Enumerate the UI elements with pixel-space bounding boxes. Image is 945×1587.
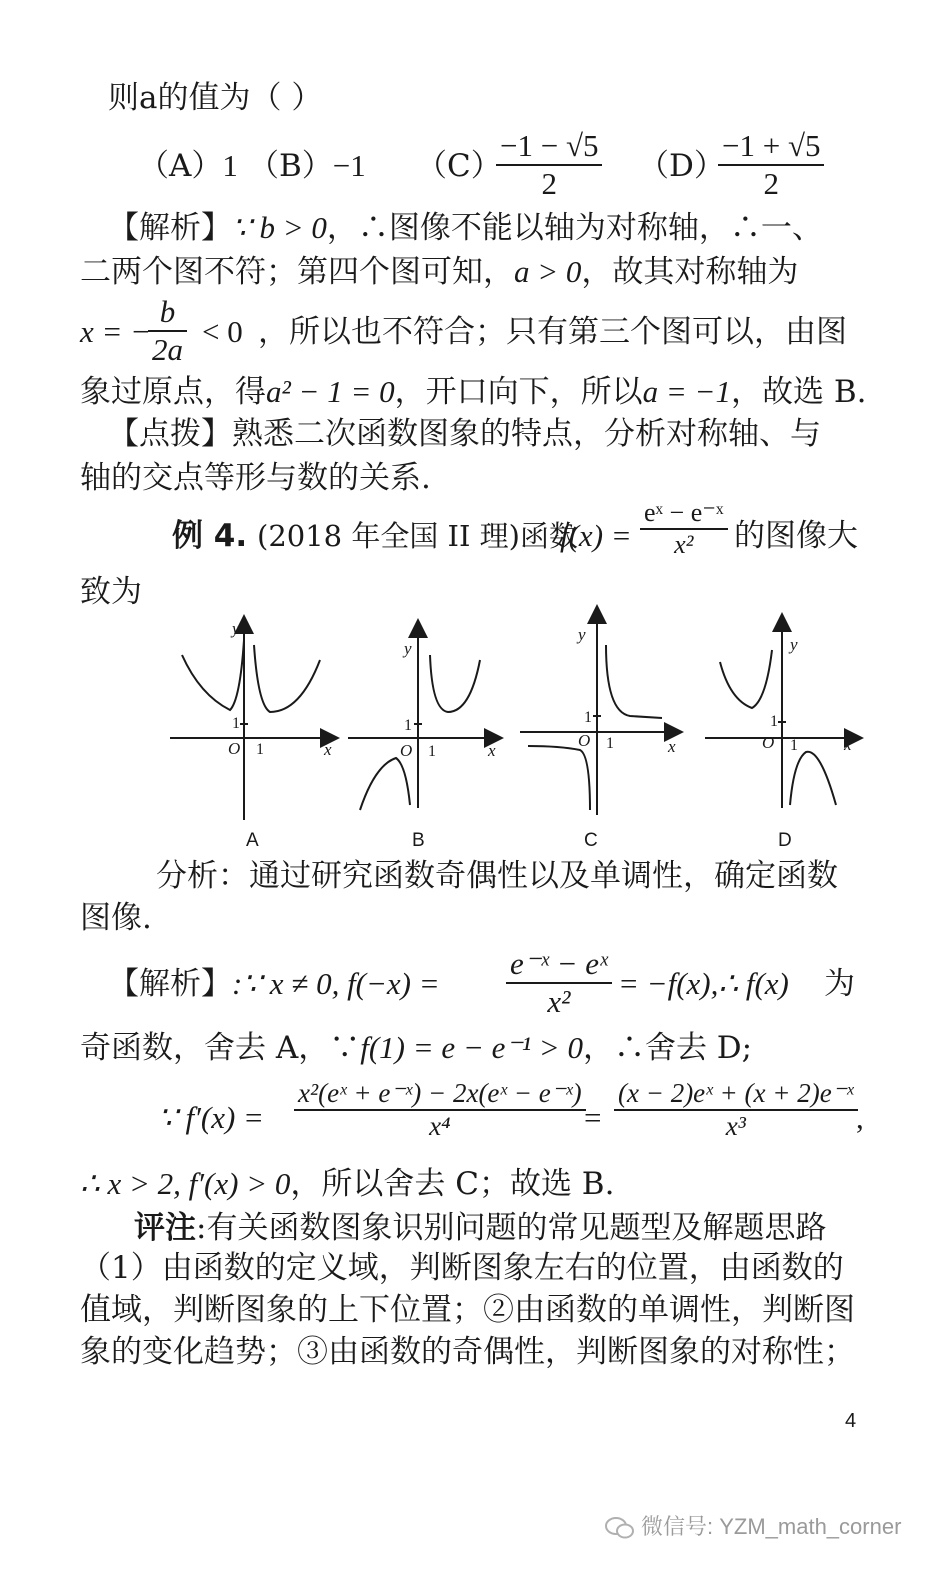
solution1-line3 bbox=[80, 294, 870, 367]
axis-formula-relation: < 0 bbox=[202, 314, 243, 349]
graph-d-caption: D bbox=[778, 830, 792, 851]
derivative-numerator2: (x − 2)eˣ + (x + 2)e⁻ˣ bbox=[614, 1078, 858, 1111]
graph-c-caption: C bbox=[584, 830, 598, 851]
option-a-value: 1 bbox=[222, 148, 238, 183]
origin-equation: a² − 1 = 0 bbox=[266, 374, 395, 409]
solution2-odd-numerator: e⁻ˣ − eˣ bbox=[506, 946, 612, 984]
option-c-label: （C） bbox=[416, 148, 502, 184]
options-row bbox=[138, 128, 928, 206]
axis-formula-numerator: b bbox=[148, 294, 187, 332]
derivative-fraction2 bbox=[614, 1078, 858, 1142]
solution1-condition: ∵ b > 0 bbox=[232, 210, 327, 245]
graph-a-right-branch bbox=[254, 645, 320, 712]
graph-d-origin: O bbox=[762, 733, 775, 752]
option-c-numerator: −1 − √5 bbox=[496, 128, 602, 166]
analysis-line2: 图像. bbox=[80, 900, 152, 936]
solution1-text4a: 象过原点，得 bbox=[80, 374, 266, 410]
graph-c-tick-y: 1 bbox=[584, 709, 592, 726]
graph-d-x-label: x bbox=[844, 735, 852, 754]
graph-b-left-branch bbox=[360, 758, 410, 810]
axis-formula-prefix: x = − bbox=[80, 314, 152, 349]
solution2-text4: ，所以舍去 C；故选 B. bbox=[290, 1166, 615, 1202]
solution1-line1 bbox=[108, 208, 898, 248]
solution2-tag: 【解析】 bbox=[108, 966, 232, 1002]
graph-c-tick-x: 1 bbox=[606, 735, 614, 752]
graph-a-left-branch bbox=[182, 640, 244, 710]
wechat-watermark bbox=[605, 1510, 901, 1541]
example4-numerator: eˣ − e⁻ˣ bbox=[640, 498, 728, 530]
example4-line2: 致为 bbox=[80, 574, 142, 610]
solution2-line4 bbox=[80, 1164, 870, 1204]
derivative-denominator2: x³ bbox=[725, 1111, 746, 1142]
hint-tag: 【点拨】 bbox=[108, 416, 232, 452]
graph-b bbox=[348, 622, 500, 810]
derivative-fraction1 bbox=[294, 1078, 586, 1142]
graph-d-tick-y: 1 bbox=[770, 713, 778, 730]
graph-b-right-branch bbox=[430, 655, 480, 712]
solution2-odd-rhs: = −f(x),∴ f(x) bbox=[618, 966, 789, 1001]
comment-line1 bbox=[134, 1208, 924, 1248]
graph-c-origin: O bbox=[578, 731, 591, 750]
graph-a-x-label: x bbox=[324, 740, 332, 759]
graph-d-left-branch bbox=[720, 650, 772, 708]
solution1-cond2: a > 0 bbox=[514, 254, 582, 289]
hint-text1: 熟悉二次函数图象的特点，分析对称轴、与 bbox=[232, 416, 821, 452]
graph-c-y-label: y bbox=[578, 625, 586, 644]
example4-label: 例 4. bbox=[172, 518, 248, 554]
solution1-text1: ，∴图像不能以轴为对称轴，∴一、 bbox=[326, 210, 823, 246]
graph-c-left-branch bbox=[528, 746, 590, 810]
solution1-line4 bbox=[80, 372, 870, 412]
axis-formula-fraction bbox=[148, 294, 187, 367]
derivative-equals: = bbox=[584, 1100, 602, 1135]
solution1-text2: 二两个图不符；第四个图可知， bbox=[80, 254, 514, 290]
graph-b-tick-y: 1 bbox=[404, 717, 412, 734]
option-c-denominator: 2 bbox=[541, 165, 557, 201]
option-b-value: −1 bbox=[332, 148, 366, 183]
solution2-odd-fraction bbox=[506, 946, 612, 1019]
graph-a-tick-x: 1 bbox=[256, 741, 264, 758]
solution1-text2-tail: ，故其对称轴为 bbox=[581, 254, 799, 290]
wechat-icon bbox=[605, 1516, 635, 1540]
example4-function: f(x) = bbox=[560, 518, 632, 553]
graph-a-caption: A bbox=[246, 830, 259, 851]
graph-a bbox=[170, 618, 336, 820]
hint-line2: 轴的交点等形与数的关系. bbox=[80, 460, 431, 496]
option-d-denominator: 2 bbox=[763, 165, 779, 201]
graph-b-caption: B bbox=[412, 830, 425, 851]
solution2-line3 bbox=[80, 1078, 870, 1160]
graph-d bbox=[705, 616, 860, 808]
derivative-numerator1: x²(eˣ + e⁻ˣ) − 2x(eˣ − e⁻ˣ) bbox=[294, 1078, 586, 1111]
solution2-line2 bbox=[80, 1028, 870, 1068]
graph-a-tick-y: 1 bbox=[232, 715, 240, 732]
solution1-text3: ，所以也不符合；只有第三个图可以，由图 bbox=[258, 314, 847, 350]
analysis-line1: 分析：通过研究函数奇偶性以及单调性，确定函数 bbox=[156, 858, 838, 894]
option-b-label: （B） bbox=[248, 148, 333, 184]
comment-line3: 值域，判断图象的上下位置；②由函数的单调性，判断图 bbox=[80, 1292, 855, 1328]
example4-source: (2018 年全国 II 理)函数 bbox=[257, 519, 578, 553]
graph-b-origin: O bbox=[400, 741, 413, 760]
comment-line2: （1）由函数的定义域，判断图象左右的位置，由函数的 bbox=[80, 1250, 844, 1286]
comment-tag: 评注 bbox=[134, 1210, 196, 1246]
page-number: 4 bbox=[845, 1410, 857, 1432]
example4-denominator: x² bbox=[674, 529, 694, 559]
hint-line1 bbox=[108, 414, 898, 454]
example4-fraction bbox=[640, 498, 728, 560]
watermark-text: 微信号: YZM_math_corner bbox=[641, 1514, 902, 1539]
option-d-label: （D） bbox=[638, 148, 725, 184]
comment-line4: 象的变化趋势；③由函数的奇偶性，判断图象的对称性； bbox=[80, 1334, 855, 1370]
solution2-line1 bbox=[108, 946, 898, 1026]
graph-c bbox=[520, 608, 680, 815]
graph-b-y-label: y bbox=[404, 639, 412, 658]
graph-b-tick-x: 1 bbox=[428, 743, 436, 760]
option-c-fraction bbox=[496, 128, 602, 201]
axis-formula-denominator: 2a bbox=[152, 331, 183, 367]
option-d-fraction bbox=[718, 128, 824, 201]
comment-text1: :有关函数图象识别问题的常见题型及解题思路 bbox=[196, 1210, 827, 1246]
question-stem: 则a的值为（ ） bbox=[108, 80, 323, 116]
example4-line1 bbox=[172, 498, 945, 570]
solution1-text4c: ，故选 B. bbox=[730, 374, 867, 410]
graph-d-y-label: y bbox=[790, 635, 798, 654]
solution2-text2a: 奇函数，舍去 A，∵ bbox=[80, 1030, 361, 1066]
graph-c-right-branch bbox=[606, 645, 662, 718]
answer-equation: a = −1 bbox=[642, 374, 731, 409]
derivative-lhs: ∵ f′(x) = bbox=[158, 1100, 264, 1135]
example4-tail: 的图像大 bbox=[734, 518, 858, 554]
option-d-numerator: −1 + √5 bbox=[718, 128, 824, 166]
solution2-odd-lhs: :∵ x ≠ 0, f(−x) = bbox=[232, 966, 440, 1001]
derivative-denominator1: x⁴ bbox=[429, 1111, 451, 1142]
solution1-text4b: ，开口向下，所以 bbox=[394, 374, 643, 410]
graph-b-x-label: x bbox=[488, 741, 496, 760]
derivative-comma: , bbox=[856, 1100, 864, 1135]
solution2-text1: 为 bbox=[824, 966, 855, 1002]
graph-d-tick-x: 1 bbox=[790, 737, 798, 754]
solution1-line2 bbox=[80, 252, 870, 292]
graph-a-origin: O bbox=[228, 739, 241, 758]
solution2-derivative-condition: ∴ x > 2, f′(x) > 0 bbox=[80, 1166, 291, 1201]
option-a-label: （A） bbox=[138, 148, 223, 184]
graphs-figure bbox=[160, 600, 870, 855]
solution2-text2b: ，∴舍去 D; bbox=[582, 1030, 753, 1066]
solution2-f1: f(1) = e − e⁻¹ > 0 bbox=[360, 1030, 583, 1065]
graph-d-right-branch bbox=[790, 752, 836, 805]
graph-c-x-label: x bbox=[668, 737, 676, 756]
solution1-tag: 【解析】 bbox=[108, 210, 232, 246]
solution2-odd-denominator: x² bbox=[547, 983, 571, 1019]
graph-a-y-label: y bbox=[232, 619, 240, 638]
